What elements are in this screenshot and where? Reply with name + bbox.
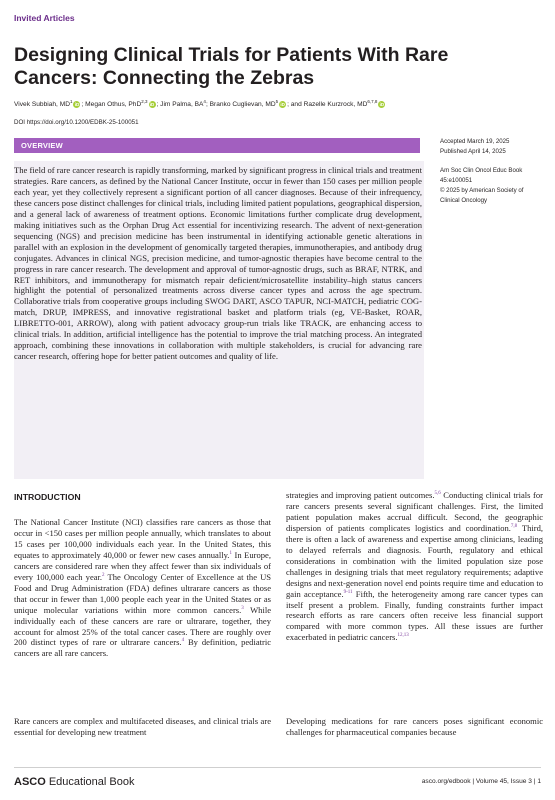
intro-left-paragraph-2: Rare cancers are complex and multifaceted diseases, and clinical trials are essential for developing new treatment xyxy=(14,716,271,737)
accepted-date: Accepted March 19, 2025 xyxy=(440,138,510,145)
author-separator: ; and xyxy=(287,101,304,109)
citation-link[interactable]: 12,13 xyxy=(397,633,409,639)
author-separator: ; xyxy=(205,101,210,109)
footer-rule xyxy=(14,767,541,768)
copyright-line-1: © 2025 by American Society of xyxy=(440,187,524,194)
published-date: Published April 14, 2025 xyxy=(440,148,506,155)
intro-left-paragraph-1 xyxy=(14,517,271,659)
author-name: Megan Othus, PhD xyxy=(85,101,142,109)
citation-link[interactable]: 2 xyxy=(102,572,105,578)
orcid-icon[interactable]: iD xyxy=(149,101,155,107)
introduction-heading: INTRODUCTION xyxy=(14,492,81,502)
author-affiliation: 5 xyxy=(275,99,279,104)
paragraph-text: By definition, pediatric cancers are all rare cancers. xyxy=(14,637,272,659)
brand-asco: ASCO xyxy=(14,776,46,788)
article-category: Invited Articles xyxy=(14,13,75,23)
citation-link[interactable]: 7,8 xyxy=(510,524,518,530)
overview-text: The field of rare cancer research is rapidly transforming, marked by significant progress in clinical trials and treatment strategies. Rare cancers, as defined by the National Cancer Institute, occur in fewer than 150 cases per million people each year, yet they collectively represent a significant portion of all cancer diagnoses. Because of their infrequency, these cancers pose distinct challenges for clinical trials, including limited patient populations, geographical dispersion, and a general lack of awareness of treatment options. Economic limitations further complicate drug development, making initiatives such as the Orphan Drug Act essential for incentivizing research. The advent of next-generation sequencing (NGS) and precision medicine has been instrumental in identifying actionable genetic alterations in parallel with an explosion in the development of genomically targeted therapies, immunotherapies, and antibody drug conjugates. Advances in clinical NGS, precision medicine, and tumor-agnostic therapies have become central to the progress in rare cancer research. The development and approval of tumor-agnostic drugs, such as BRAF, NTRK, and RET inhibitors, and immunotherapy for mismatch repair deficient/microsatellite instability–high status cancers highlight the potential of personalized treatments across diverse cancer types and across the age spectrum. Collaborative trials from cooperative groups including SWOG DART, ASCO TAPUR, NCI-MATCH, pediatric COG-match, DRUP, IMPRESS, and innovative registrational basket and platform trials (eg, VE-Basket, ROAR, LIBRETTO-001, ARROW), along with patient advocacy group-run trials like TRACK, are enhancing access to clinical trials. In addition, artificial intelligence has the potential to improve the trial matching process. An integrated approach, combining these innovations in collaboration with multiple stakeholders, is crucial for advancing rare cancer research, offering hope for better patient outcomes and quality of life. xyxy=(14,165,422,362)
article-volume-id: 45:e100051 xyxy=(440,177,473,184)
citation-link[interactable]: 5,6 xyxy=(434,491,441,497)
paragraph-text: The National Cancer Institute (NCI) classifies rare cancers as those that occur in <150 cases per million people annually, which translates to about 15 cases per 100,000 individuals each year. In the United States, this equates to approximately 40,000 or fewer new cases annually. xyxy=(14,517,271,560)
author-affiliation: 4 xyxy=(203,99,206,104)
author-separator: ; xyxy=(156,101,161,109)
author-list xyxy=(14,99,544,108)
author-affiliation: 2,3 xyxy=(141,99,148,104)
paragraph-text: While individually each of these cancers are rare or ultrarare, together, they account for almost 25% of the total cancer cases. There are roughly over 200 distinct types of rare or ultrarare cancers. xyxy=(14,604,272,648)
journal-brand-logo xyxy=(14,776,134,788)
intro-right-paragraph-2: Developing medications for rare cancers poses significant economic challenges for pharmaceutical companies because xyxy=(286,716,543,737)
brand-educational-book: Educational Book xyxy=(48,776,135,788)
author-name: Branko Cuglievan, MD xyxy=(209,101,276,109)
orcid-icon[interactable]: iD xyxy=(74,101,80,107)
paragraph-text: The Oncology Center of Excellence at the US Food and Drug Administration (FDA) defines ultrarare cancers as those that occur in fewer than 1,000 people each year in the United States or as unique molecular variations within more common cancers. xyxy=(14,571,271,615)
paragraph-text: In Europe, cancers are considered rare when they affect fewer than six individuals of every 100,000 each year. xyxy=(14,549,271,582)
footer-page-info: asco.org/edbook | Volume 45, Issue 3 | 1 xyxy=(421,778,541,785)
paragraph-text: Third, there is often a lack of awareness and expertise among clinicians, leading to delayed referrals and diagnosis. Fourth, regulatory and ethical considerations in combination with the limited population size pose challenges in designing trials that meet regulatory requirements; adaptive designs and next-generation novel end points require time and education to gain acceptance. xyxy=(286,522,543,599)
author-name: Razelle Kurzrock, MD xyxy=(303,101,368,109)
citation-link[interactable]: 3 xyxy=(241,605,244,611)
orcid-icon[interactable]: iD xyxy=(280,101,285,107)
author-affiliation: 1 xyxy=(69,99,73,104)
citation-link[interactable]: 9-11 xyxy=(343,589,353,595)
author-name: Vivek Subbiah, MD xyxy=(14,101,70,109)
journal-name: Am Soc Clin Oncol Educ Book xyxy=(440,167,523,174)
overview-abstract-box xyxy=(14,161,424,479)
author-affiliation: 6,7,8 xyxy=(367,99,378,104)
overview-heading: OVERVIEW xyxy=(21,141,63,150)
citation-link[interactable]: 1 xyxy=(229,551,232,557)
doi-link[interactable]: DOI https://doi.org/10.1200/EDBK-25-100051 xyxy=(14,119,139,126)
article-title: Designing Clinical Trials for Patients With Rare Cancers: Connecting the Zebras xyxy=(14,44,449,89)
intro-right-paragraph-1 xyxy=(286,490,543,643)
overview-header-bar xyxy=(14,138,420,153)
author-separator: ; xyxy=(81,101,86,109)
paragraph-text: Conducting clinical trials for rare cancers presents several significant challenges. First, the limited patient population makes accrual difficult. Second, the geographic dispersion of patients complicates logistics and coordination. xyxy=(286,490,543,533)
paragraph-text: strategies and improving patient outcomes. xyxy=(286,490,435,500)
author-name: Jim Palma, BA xyxy=(160,101,204,109)
copyright-line-2: Clinical Oncology xyxy=(440,197,488,204)
paragraph-text: Fifth, the heterogeneity among rare cancer types can itself present a problem. Finally, funding constraints further impact research efforts as rare cancers often receive less financial support compared with more common types. All these issues are further exacerbated in pediatric cancers. xyxy=(286,588,543,643)
citation-link[interactable]: 4 xyxy=(181,638,185,644)
orcid-icon[interactable]: iD xyxy=(379,101,385,107)
